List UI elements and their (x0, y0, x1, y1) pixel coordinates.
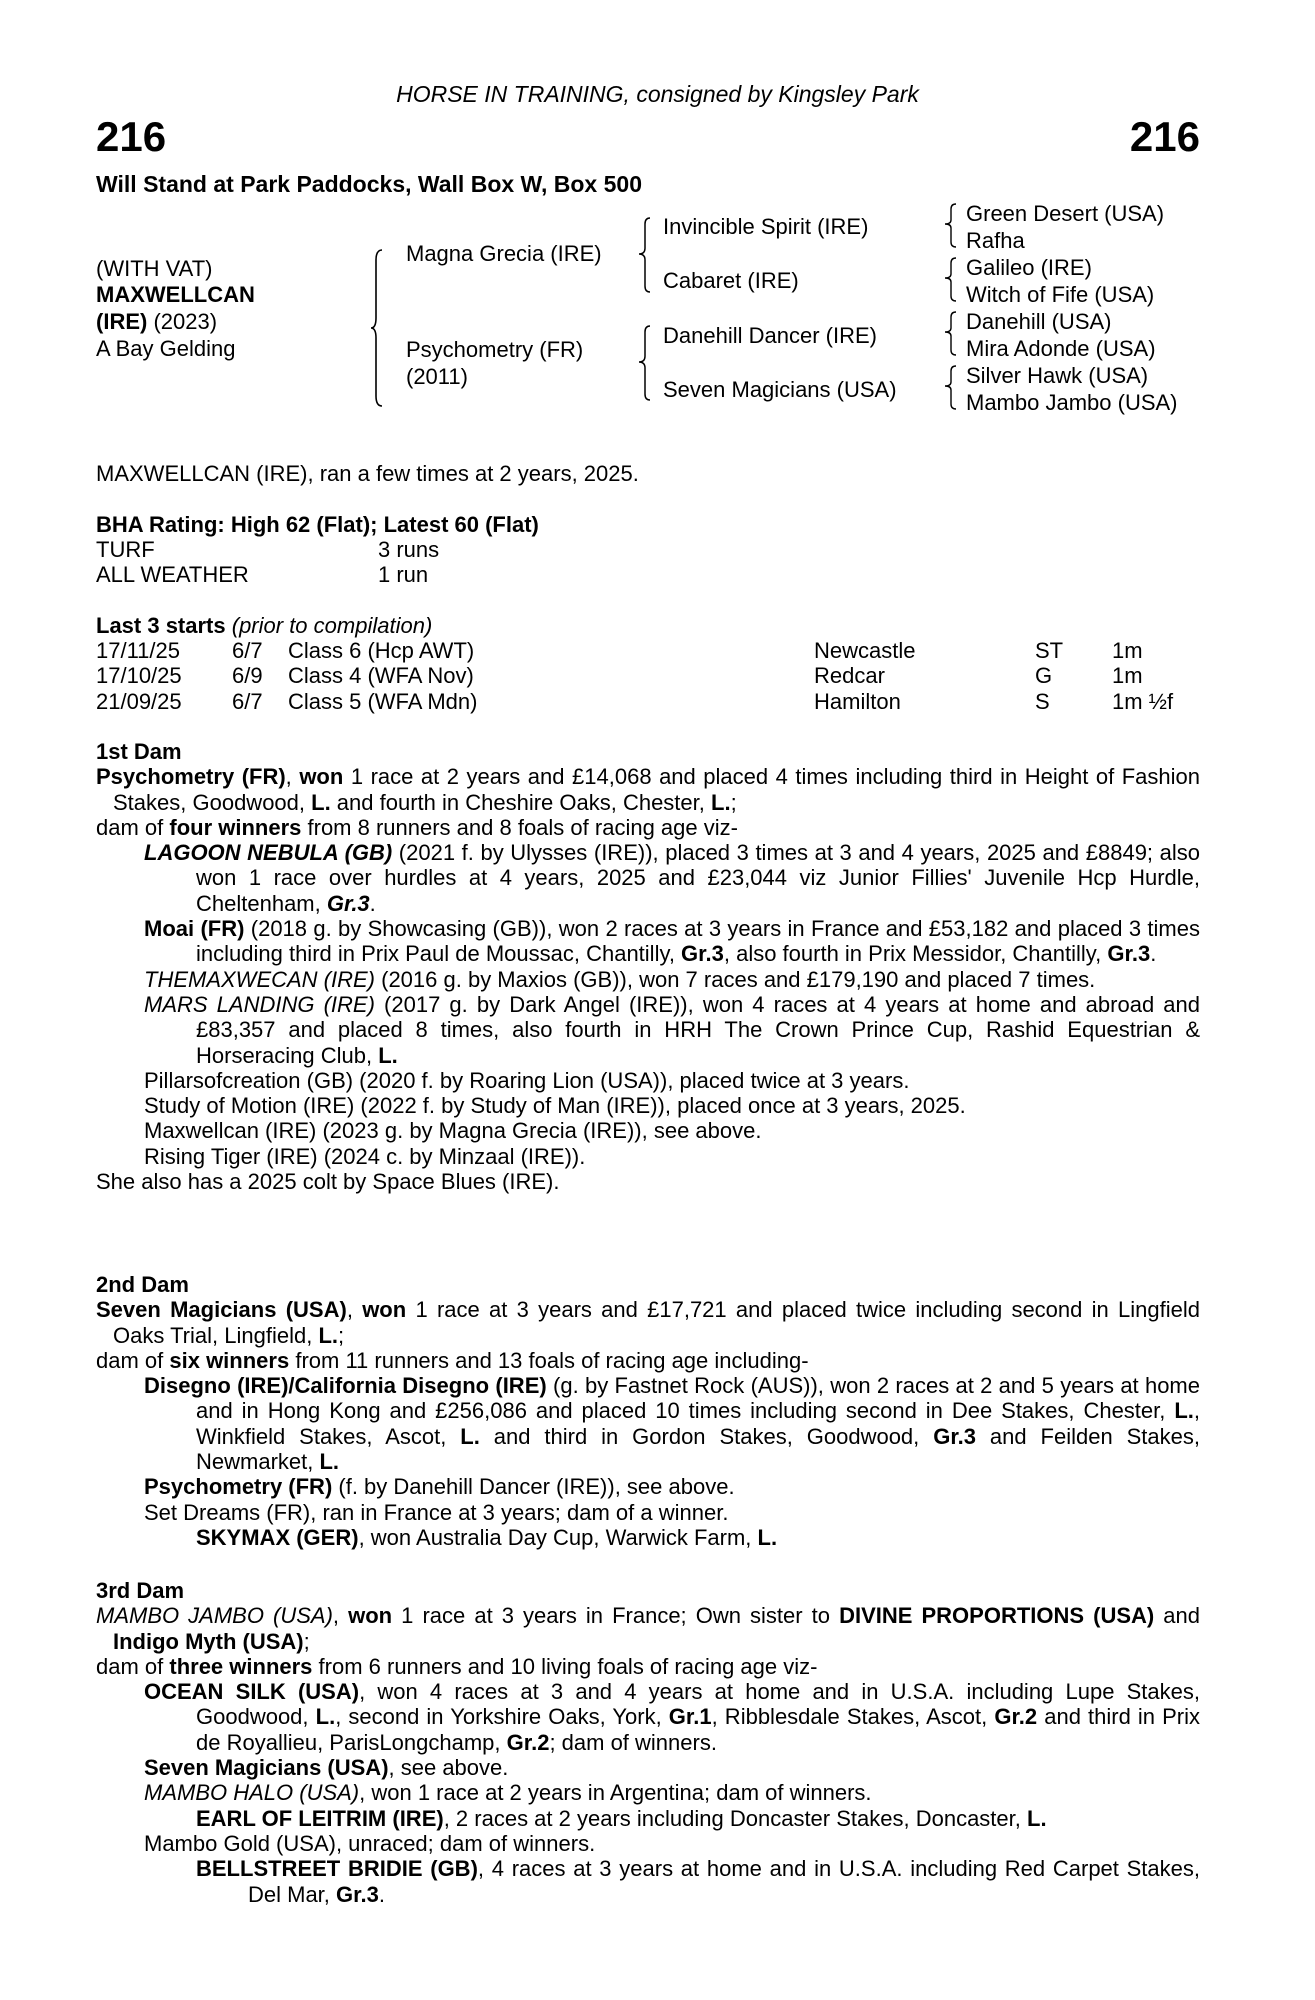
entry-text: L. (311, 789, 331, 815)
entry-text: , Ribblesdale Stakes, Ascot, (711, 1704, 995, 1730)
dam: Psychometry (FR) (406, 337, 584, 362)
granddam-paternal: Cabaret (IRE) (663, 268, 799, 293)
great-grandparent: Green Desert (USA) (966, 201, 1165, 226)
rating-runs: 1 run (378, 562, 429, 587)
entry-text: , (332, 1603, 349, 1629)
pedigree-entry (96, 1525, 1200, 1550)
pedigree-entry (96, 992, 1200, 1068)
dam-section (96, 1578, 1200, 1907)
entry-text: L. (315, 1704, 336, 1730)
entry-text: 1 race at 3 years in France; Own sister to (392, 1603, 840, 1629)
entry-text: , won 1 race at 2 years in Argentina; dam of winners. (359, 1780, 872, 1806)
entry-text: THEMAXWECAN (IRE) (144, 966, 375, 992)
entry-text: MARS LANDING (IRE) (144, 991, 375, 1017)
entry-text: MAMBO JAMBO (USA) (96, 1603, 333, 1629)
entry-text: LAGOON NEBULA (GB) (144, 840, 393, 866)
pedigree-entry (96, 1780, 1200, 1805)
entry-text: L. (460, 1423, 480, 1449)
start-date: 17/11/25 (96, 638, 181, 663)
entry-text: , 4 races at 3 years at home and in U.S.A. including Red Carpet Stakes, Del Mar, (248, 1856, 1200, 1907)
start-course: Newcastle (814, 638, 916, 663)
entry-text: , (346, 1297, 363, 1323)
race-summary: MAXWELLCAN (IRE), ran a few times at 2 years, 2025. (96, 461, 639, 486)
entry-text: dam of (96, 814, 170, 840)
entry-text: , won 4 races at 3 and 4 years at home and in U.S.A. including Lupe Stakes, Goodwood, (196, 1679, 1200, 1730)
start-going: S (1035, 688, 1050, 714)
entry-text: and (1154, 1603, 1201, 1629)
entry-text: won (348, 1603, 393, 1629)
entry-text: BELLSTREET BRIDIE (GB) (196, 1856, 478, 1882)
entry-text: , also fourth in Prix Messidor, Chantilly, (723, 941, 1108, 967)
entry-text: Gr.2 (994, 1704, 1038, 1730)
entry-text: Gr.3 (336, 1881, 379, 1907)
pedigree-brace-2 (944, 256, 958, 304)
entry-text: She also has a 2025 colt by Space Blues (IRE). (96, 1169, 560, 1195)
start-race: Class 5 (WFA Mdn) (288, 688, 478, 714)
rating-surface: ALL WEATHER (96, 562, 249, 587)
dam-section (96, 1272, 1200, 1550)
pedigree-entry (96, 1500, 1200, 1525)
great-grandparent: Rafha (966, 228, 1025, 253)
rating-runs: 3 runs (378, 537, 440, 562)
entry-text: 1 race at 2 years and £14,068 and placed 4 times including third in Height of Fashion Stakes, Goodwood, (113, 764, 1200, 815)
vat-note: (WITH VAT) (96, 256, 213, 281)
entry-text: (f. by Danehill Dancer (IRE)), see above. (332, 1474, 735, 1500)
grandsire-paternal: Invincible Spirit (IRE) (663, 214, 869, 239)
start-course: Hamilton (814, 688, 901, 714)
pedigree-brace-sire (638, 216, 652, 294)
entry-text: Psychometry (FR) (96, 764, 286, 790)
pedigree-entry (96, 840, 1200, 916)
entry-text: . (369, 890, 376, 916)
horse-country: (IRE) (96, 309, 148, 334)
entry-text: Moai (FR) (144, 916, 245, 942)
pedigree-entry (96, 1348, 1200, 1373)
entry-text: Seven Magicians (USA) (96, 1297, 347, 1323)
entry-text: , won Australia Day Cup, Warwick Farm, (358, 1524, 758, 1550)
start-pos: 6/7 (232, 638, 263, 663)
entry-text: , (285, 764, 300, 790)
start-pos: 6/7 (232, 688, 263, 714)
entry-text: Gr.3 (1107, 941, 1151, 967)
last-starts-note: (prior to compilation) (231, 613, 433, 638)
pedigree-entry (96, 815, 1200, 840)
pedigree-entry (96, 967, 1200, 992)
entry-text: (g. by Fastnet Rock (AUS)), won 2 races at 2 and 5 years at home and in Hong Kong and £256,086 and placed 10 times including second in Dee Stakes, Chester, (196, 1373, 1200, 1424)
entry-text: (2016 g. by Maxios (GB)), won 7 races and £179,190 and placed 7 times. (375, 966, 1096, 992)
entry-text: and fourth in Cheshire Oaks, Chester, (330, 789, 711, 815)
entry-text: three winners (169, 1653, 313, 1679)
entry-text: Gr.3 (681, 941, 724, 967)
start-date: 17/10/25 (96, 663, 182, 689)
pedigree-entry (96, 1603, 1200, 1654)
pedigree-entry (96, 1831, 1200, 1856)
entry-text: Disegno (IRE)/California Disegno (IRE) (144, 1373, 547, 1399)
entry-text: MAMBO HALO (USA) (144, 1780, 360, 1806)
great-grandparent: Mira Adonde (USA) (966, 336, 1156, 361)
entry-text: , 2 races at 2 years including Doncaster Stakes, Doncaster, (443, 1805, 1027, 1831)
entry-text: (2021 f. by Ulysses (IRE)), placed 3 times at 3 and 4 years, 2025 and £8849; also won 1 race over hurdles at 4 years, 2025 and £23,044 viz Junior Fillies' Juvenile Hcp Hurdle, Cheltenham, (196, 840, 1200, 916)
pedigree-entry (96, 1474, 1200, 1499)
entry-text: from 6 runners and 10 living foals of racing age viz- (312, 1653, 818, 1679)
entry-text: and third in Gordon Stakes, Goodwood, (479, 1423, 934, 1449)
pedigree-entry (96, 1297, 1200, 1348)
pedigree-entry (96, 916, 1200, 967)
entry-text: Seven Magicians (USA) (144, 1755, 389, 1781)
dam-year: (2011) (406, 364, 468, 389)
entry-text: dam of (96, 1347, 170, 1373)
rating-surface: TURF (96, 537, 155, 562)
entry-text: , second in Yorkshire Oaks, York, (335, 1704, 669, 1730)
pedigree-entry (96, 1806, 1200, 1831)
entry-text: won (299, 764, 344, 790)
entry-text: (2017 g. by Dark Angel (IRE)), won 4 races at 4 years at home and abroad and £83,357 and placed 8 times, also fourth in HRH The Crown Prince Cup, Rashid Equestrian & Horseracing Club, (196, 991, 1201, 1068)
entry-text: Psychometry (FR) (144, 1474, 333, 1500)
entry-text: L. (1174, 1398, 1194, 1424)
entry-text: (2018 g. by Showcasing (GB)), won 2 races at 3 years in France and £53,182 and placed 3 times including third in Prix Paul de Moussac, Chantilly, (196, 916, 1200, 967)
entry-text: L. (378, 1042, 398, 1068)
pedigree-entry (96, 1654, 1200, 1679)
pedigree-entry (96, 1144, 1200, 1169)
entry-text: Pillarsofcreation (GB) (2020 f. by Roaring Lion (USA)), placed twice at 3 years. (144, 1067, 910, 1093)
start-dist: 1m (1112, 638, 1143, 663)
entry-text: from 11 runners and 13 foals of racing age including- (289, 1347, 809, 1373)
entry-text: Maxwellcan (IRE) (2023 g. by Magna Grecia (IRE)), see above. (144, 1118, 762, 1144)
start-dist: 1m ½f (1112, 688, 1174, 714)
entry-text: four winners (169, 814, 302, 840)
great-grandparent: Silver Hawk (USA) (966, 363, 1149, 388)
granddam-maternal: Seven Magicians (USA) (663, 377, 897, 402)
entry-text: L. (1027, 1805, 1047, 1831)
great-grandparent: Galileo (IRE) (966, 255, 1092, 280)
entry-text: ; dam of winners. (549, 1729, 717, 1755)
start-going: G (1035, 663, 1053, 689)
start-dist: 1m (1112, 663, 1143, 689)
entry-text: , see above. (388, 1755, 509, 1781)
dam-heading: 2nd Dam (96, 1272, 189, 1297)
start-going: ST (1035, 638, 1064, 663)
last-starts-title: Last 3 starts (96, 613, 226, 638)
entry-text: Rising Tiger (IRE) (2024 c. by Minzaal (IRE)). (144, 1143, 586, 1169)
dam-heading: 3rd Dam (96, 1578, 185, 1603)
start-pos: 6/9 (232, 663, 263, 689)
pedigree-entry (96, 1118, 1200, 1143)
catalogue-header: HORSE IN TRAINING, consigned by Kingsley Park (396, 81, 919, 107)
sire: Magna Grecia (IRE) (406, 241, 602, 266)
pedigree-entry (96, 1755, 1200, 1780)
entry-text: Gr.3 (933, 1423, 977, 1449)
entry-text: L. (318, 1322, 338, 1348)
pedigree-entry (96, 1856, 1200, 1907)
pedigree-brace-4 (944, 364, 958, 412)
entry-text: . (1150, 941, 1157, 967)
entry-text: Set Dreams (FR), ran in France at 3 years; dam of a winner. (144, 1499, 729, 1525)
entry-text: ; (303, 1628, 310, 1654)
entry-text: Gr.1 (668, 1704, 712, 1730)
entry-text: . (378, 1881, 385, 1907)
great-grandparent: Witch of Fife (USA) (966, 282, 1155, 307)
entry-text: and third in Prix de Royallieu, ParisLongchamp, (196, 1704, 1201, 1755)
start-course: Redcar (814, 663, 885, 689)
entry-text: , Winkfield Stakes, Ascot, (196, 1398, 1200, 1449)
entry-text: dam of (96, 1653, 170, 1679)
entry-text: Gr.3 (326, 890, 370, 916)
lot-number-left: 216 (96, 113, 167, 160)
pedigree-brace-3 (944, 310, 958, 358)
grandsire-maternal: Danehill Dancer (IRE) (663, 323, 877, 348)
entry-text: Study of Motion (IRE) (2022 f. by Study of Man (IRE)), placed once at 3 years, 2025. (144, 1093, 966, 1119)
horse-year: (2023) (153, 309, 218, 334)
entry-text: DIVINE PROPORTIONS (USA) (839, 1603, 1155, 1629)
entry-text: L. (711, 789, 731, 815)
entry-text: ; (338, 1322, 345, 1348)
dam-heading: 1st Dam (96, 739, 182, 764)
entry-text: 1 race at 3 years and £17,721 and placed twice including second in Lingfield Oaks Trial, Lingfield, (113, 1297, 1200, 1348)
dam-section (96, 739, 1200, 1194)
entry-text: and Feilden Stakes, Newmarket, (196, 1423, 1201, 1475)
entry-text: six winners (169, 1347, 290, 1373)
start-date: 21/09/25 (96, 688, 182, 714)
horse-description: A Bay Gelding (96, 336, 236, 361)
pedigree-entry (96, 1679, 1200, 1755)
stand-location: Will Stand at Park Paddocks, Wall Box W, Box 500 (96, 171, 642, 197)
start-race: Class 6 (Hcp AWT) (288, 638, 475, 663)
entry-text: won (362, 1297, 407, 1323)
entry-text: Indigo Myth (USA) (113, 1628, 304, 1654)
great-grandparent: Danehill (USA) (966, 309, 1112, 334)
pedigree-entry (96, 1093, 1200, 1118)
entry-text: OCEAN SILK (USA) (144, 1679, 360, 1705)
start-race: Class 4 (WFA Nov) (288, 663, 474, 689)
pedigree-entry (96, 1373, 1200, 1474)
bha-rating: BHA Rating: High 62 (Flat); Latest 60 (Flat) (96, 512, 539, 537)
pedigree-brace-dam (638, 324, 652, 402)
entry-text: Gr.2 (506, 1729, 550, 1755)
lot-number-right: 216 (1129, 113, 1200, 160)
pedigree-brace-1 (944, 202, 958, 250)
entry-text: from 8 runners and 8 foals of racing age viz- (301, 814, 738, 840)
pedigree-entry (96, 1068, 1200, 1093)
great-grandparent: Mambo Jambo (USA) (966, 390, 1178, 415)
entry-text: L. (757, 1524, 778, 1550)
entry-text: ; (730, 789, 737, 815)
horse-name: MAXWELLCAN (96, 282, 255, 307)
entry-text: L. (319, 1449, 340, 1475)
entry-text: SKYMAX (GER) (196, 1524, 359, 1550)
pedigree-entry (96, 1169, 1200, 1194)
entry-text: Mambo Gold (USA), unraced; dam of winners. (144, 1830, 596, 1856)
pedigree-entry (96, 764, 1200, 815)
pedigree-brace-main (370, 248, 384, 408)
entry-text: EARL OF LEITRIM (IRE) (196, 1805, 444, 1831)
